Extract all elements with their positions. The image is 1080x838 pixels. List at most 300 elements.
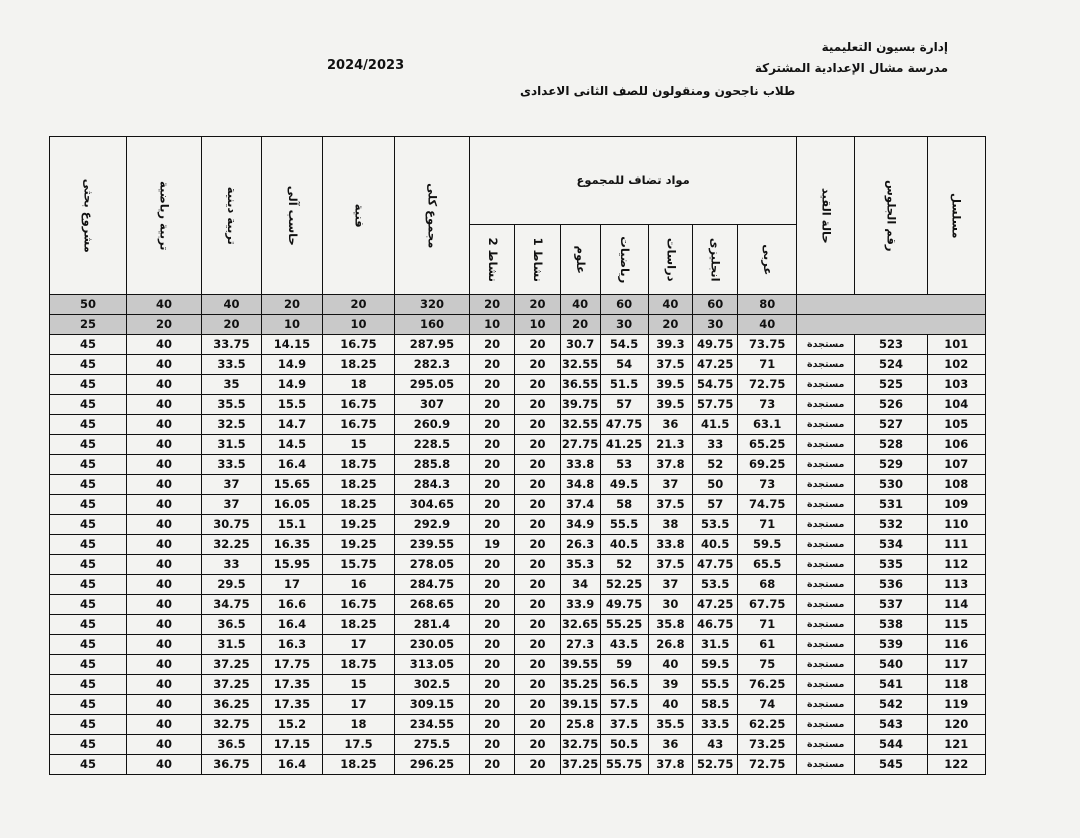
table-cell: 20 [515, 655, 560, 675]
table-cell: 101 [927, 335, 985, 355]
table-cell: 40 [127, 595, 202, 615]
table-cell: 71 [738, 615, 797, 635]
col-sports: تربية رياضية [127, 137, 202, 295]
table-cell: مستجدة [797, 495, 855, 515]
col-serial: مسلسل [927, 137, 985, 295]
table-cell: 537 [855, 595, 928, 615]
table-cell: 40 [127, 675, 202, 695]
table-cell: 120 [927, 715, 985, 735]
table-cell: 20 [470, 755, 515, 775]
score-cell: 40 [648, 295, 693, 315]
table-cell: 40 [127, 535, 202, 555]
table-cell: مستجدة [797, 535, 855, 555]
score-cell: 40 [738, 315, 797, 335]
table-cell: 45 [50, 615, 127, 635]
table-row [50, 395, 986, 415]
score-cell: 30 [693, 315, 738, 335]
table-cell: مستجدة [797, 655, 855, 675]
table-cell: 122 [927, 755, 985, 775]
col-project: مشروع بحثى [50, 137, 127, 295]
table-cell: مستجدة [797, 375, 855, 395]
score-cell: 40 [127, 295, 202, 315]
max-score-row [50, 295, 986, 315]
table-cell: 33.8 [560, 455, 600, 475]
table-cell: 30.7 [560, 335, 600, 355]
table-cell: 20 [470, 435, 515, 455]
col-english: انجليزى [693, 225, 738, 295]
table-cell: 40 [127, 475, 202, 495]
score-cell: 20 [202, 315, 262, 335]
col-science: علوم [560, 225, 600, 295]
table-cell: 37.8 [648, 755, 693, 775]
table-cell: 59.5 [693, 655, 738, 675]
table-cell: 14.5 [262, 435, 323, 455]
table-cell: 72.75 [738, 375, 797, 395]
table-cell: 49.75 [693, 335, 738, 355]
table-cell: 19.25 [323, 515, 395, 535]
table-cell: 37 [648, 475, 693, 495]
table-cell: 18.25 [323, 615, 395, 635]
table-cell: 71 [738, 355, 797, 375]
table-cell: 39 [648, 675, 693, 695]
col-total: مجموع كلى [395, 137, 470, 295]
table-row [50, 695, 986, 715]
table-cell: 17.5 [323, 735, 395, 755]
table-cell: 57 [693, 495, 738, 515]
table-cell: 30 [648, 595, 693, 615]
table-cell: 37 [202, 495, 262, 515]
table-row [50, 475, 986, 495]
table-cell: 20 [515, 395, 560, 415]
table-cell: 47.25 [693, 595, 738, 615]
table-cell: 292.9 [395, 515, 470, 535]
table-cell: 20 [470, 595, 515, 615]
table-cell: 295.05 [395, 375, 470, 395]
col-arabic: عربى [738, 225, 797, 295]
table-cell: 35.8 [648, 615, 693, 635]
table-cell: 20 [470, 675, 515, 695]
table-cell: 20 [470, 555, 515, 575]
table-cell: 20 [515, 615, 560, 635]
table-cell: 18.25 [323, 355, 395, 375]
table-cell: 20 [515, 635, 560, 655]
table-row [50, 335, 986, 355]
table-cell: 536 [855, 575, 928, 595]
table-cell: 40 [127, 575, 202, 595]
score-cell: 160 [395, 315, 470, 335]
table-cell: 15.75 [323, 555, 395, 575]
table-cell: مستجدة [797, 455, 855, 475]
table-cell: 76.25 [738, 675, 797, 695]
grades-body [50, 295, 986, 775]
table-cell: 75 [738, 655, 797, 675]
table-cell: 15.65 [262, 475, 323, 495]
table-cell: 40 [648, 655, 693, 675]
table-cell: 52 [600, 555, 648, 575]
table-cell: 31.5 [202, 635, 262, 655]
table-cell: 20 [515, 695, 560, 715]
table-cell: 37.4 [560, 495, 600, 515]
table-cell: 34.75 [202, 595, 262, 615]
table-cell: 49.75 [600, 595, 648, 615]
table-cell: 34.9 [560, 515, 600, 535]
table-cell: 36.25 [202, 695, 262, 715]
col-seat-no: رقم الجلوس [855, 137, 928, 295]
table-cell: 56.5 [600, 675, 648, 695]
table-cell: 67.75 [738, 595, 797, 615]
table-cell: 275.5 [395, 735, 470, 755]
score-cell: 20 [648, 315, 693, 335]
table-cell: 40 [127, 735, 202, 755]
table-cell: 111 [927, 535, 985, 555]
score-cell: 10 [323, 315, 395, 335]
table-cell: 20 [515, 575, 560, 595]
table-cell: 33.9 [560, 595, 600, 615]
table-cell: 15.5 [262, 395, 323, 415]
table-cell: 39.3 [648, 335, 693, 355]
table-cell: 118 [927, 675, 985, 695]
table-cell: 37.5 [648, 555, 693, 575]
table-cell: 45 [50, 675, 127, 695]
table-cell: 17 [262, 575, 323, 595]
table-cell: 20 [470, 415, 515, 435]
table-cell: 46.75 [693, 615, 738, 635]
score-cell: 20 [560, 315, 600, 335]
table-cell: 20 [470, 695, 515, 715]
table-cell: 17 [323, 695, 395, 715]
table-cell: 309.15 [395, 695, 470, 715]
table-cell: 73 [738, 475, 797, 495]
table-cell: 45 [50, 455, 127, 475]
table-cell: 20 [470, 335, 515, 355]
table-cell: 14.9 [262, 355, 323, 375]
table-cell: مستجدة [797, 555, 855, 575]
table-cell: 53.5 [693, 515, 738, 535]
table-cell: 296.25 [395, 755, 470, 775]
table-cell: 20 [515, 755, 560, 775]
table-cell: 74 [738, 695, 797, 715]
table-cell: 103 [927, 375, 985, 395]
table-cell: مستجدة [797, 575, 855, 595]
table-cell: مستجدة [797, 755, 855, 775]
table-cell: 20 [470, 355, 515, 375]
score-cell: 30 [600, 315, 648, 335]
table-cell: 304.65 [395, 495, 470, 515]
table-cell: 65.25 [738, 435, 797, 455]
table-cell: 29.5 [202, 575, 262, 595]
table-row [50, 715, 986, 735]
table-cell: 45 [50, 715, 127, 735]
header-row-top [50, 137, 986, 225]
table-cell: 268.65 [395, 595, 470, 615]
table-cell: 32.75 [202, 715, 262, 735]
table-cell: 18.25 [323, 495, 395, 515]
table-cell: 18.25 [323, 755, 395, 775]
table-cell: 20 [515, 715, 560, 735]
table-cell: 74.75 [738, 495, 797, 515]
table-row [50, 755, 986, 775]
admin-name: إدارة بسيون التعليمية [821, 40, 948, 54]
table-cell: 41.25 [600, 435, 648, 455]
table-cell: 16 [323, 575, 395, 595]
table-cell: 47.75 [600, 415, 648, 435]
table-row [50, 515, 986, 535]
score-cell: 40 [560, 295, 600, 315]
table-cell: 35.25 [560, 675, 600, 695]
grades-table-wrapper [49, 136, 986, 775]
score-cell: 20 [515, 295, 560, 315]
table-cell: 17.35 [262, 695, 323, 715]
table-cell: 545 [855, 755, 928, 775]
table-cell: 543 [855, 715, 928, 735]
table-cell: 20 [470, 715, 515, 735]
table-cell: 20 [515, 375, 560, 395]
table-cell: 109 [927, 495, 985, 515]
score-cell: 40 [202, 295, 262, 315]
table-cell: 16.75 [323, 415, 395, 435]
score-cell: 10 [515, 315, 560, 335]
table-cell: 20 [470, 375, 515, 395]
table-cell: 16.4 [262, 755, 323, 775]
table-cell: 49.5 [600, 475, 648, 495]
table-cell: 15 [323, 675, 395, 695]
table-row [50, 655, 986, 675]
table-cell: 34 [560, 575, 600, 595]
table-cell: 45 [50, 495, 127, 515]
table-cell: 234.55 [395, 715, 470, 735]
table-cell: 33.5 [693, 715, 738, 735]
table-cell: 52.75 [693, 755, 738, 775]
score-cell: 20 [127, 315, 202, 335]
table-cell: 32.65 [560, 615, 600, 635]
table-cell: 62.25 [738, 715, 797, 735]
table-cell: 117 [927, 655, 985, 675]
table-cell: 14.15 [262, 335, 323, 355]
table-cell: 27.3 [560, 635, 600, 655]
table-cell: 20 [470, 575, 515, 595]
table-cell: 16.3 [262, 635, 323, 655]
table-cell: 33 [693, 435, 738, 455]
table-cell: 45 [50, 535, 127, 555]
table-cell: 15 [323, 435, 395, 455]
table-row [50, 355, 986, 375]
table-cell: 281.4 [395, 615, 470, 635]
table-cell: 73.75 [738, 335, 797, 355]
table-cell: 40 [127, 755, 202, 775]
table-row [50, 555, 986, 575]
table-cell: مستجدة [797, 595, 855, 615]
table-cell: 54 [600, 355, 648, 375]
table-cell: 51.5 [600, 375, 648, 395]
table-cell: 102 [927, 355, 985, 375]
table-cell: مستجدة [797, 715, 855, 735]
table-row [50, 735, 986, 755]
col-activity2: نشاط 2 [470, 225, 515, 295]
table-cell: 30.75 [202, 515, 262, 535]
table-cell: 47.25 [693, 355, 738, 375]
school-name: مدرسة مشال الإعدادية المشتركة [754, 61, 948, 75]
table-cell: 35.5 [648, 715, 693, 735]
table-cell: 57.75 [693, 395, 738, 415]
score-cell: 80 [738, 295, 797, 315]
table-cell: 45 [50, 635, 127, 655]
table-cell: 45 [50, 395, 127, 415]
grades-table [49, 136, 986, 775]
table-cell: 15.95 [262, 555, 323, 575]
table-cell: 544 [855, 735, 928, 755]
score-cell: 60 [693, 295, 738, 315]
table-cell: 45 [50, 735, 127, 755]
table-cell: 40 [648, 695, 693, 715]
table-cell: 40 [127, 335, 202, 355]
table-cell: 284.3 [395, 475, 470, 495]
table-cell: 20 [470, 475, 515, 495]
table-cell: 32.55 [560, 355, 600, 375]
table-cell: 20 [515, 515, 560, 535]
table-cell: 18 [323, 375, 395, 395]
col-status: حالة القيد [797, 137, 855, 295]
score-cell: 20 [262, 295, 323, 315]
table-cell: 534 [855, 535, 928, 555]
table-cell: 40 [127, 375, 202, 395]
academic-year: 2024/2023 [327, 58, 405, 73]
table-cell: 45 [50, 335, 127, 355]
table-row [50, 375, 986, 395]
table-cell: 43.5 [600, 635, 648, 655]
table-cell: 53 [600, 455, 648, 475]
table-cell: 20 [515, 435, 560, 455]
table-cell: 71 [738, 515, 797, 535]
table-cell: 45 [50, 655, 127, 675]
table-cell: 43 [693, 735, 738, 755]
table-cell: 63.1 [738, 415, 797, 435]
table-cell: مستجدة [797, 635, 855, 655]
table-cell: 52 [693, 455, 738, 475]
table-cell: 32.25 [202, 535, 262, 555]
table-cell: 58 [600, 495, 648, 515]
table-cell: 20 [515, 455, 560, 475]
table-cell: 16.75 [323, 595, 395, 615]
table-cell: 57 [600, 395, 648, 415]
table-cell: 20 [470, 615, 515, 635]
blank-cell [797, 315, 986, 335]
table-cell: 20 [515, 735, 560, 755]
document-title: طلاب ناجحون ومنقولون للصف الثانى الاعدادى [520, 84, 796, 98]
table-cell: 15.1 [262, 515, 323, 535]
table-cell: 45 [50, 595, 127, 615]
table-cell: 541 [855, 675, 928, 695]
table-cell: 17.35 [262, 675, 323, 695]
table-cell: 37.5 [648, 495, 693, 515]
table-cell: 25.8 [560, 715, 600, 735]
table-cell: 45 [50, 695, 127, 715]
score-cell: 50 [50, 295, 127, 315]
table-cell: 282.3 [395, 355, 470, 375]
table-cell: 65.5 [738, 555, 797, 575]
table-cell: 33.75 [202, 335, 262, 355]
score-cell: 320 [395, 295, 470, 315]
table-cell: 45 [50, 475, 127, 495]
table-cell: 20 [470, 655, 515, 675]
table-cell: مستجدة [797, 615, 855, 635]
table-cell: 16.75 [323, 335, 395, 355]
col-religion: تربية دينية [202, 137, 262, 295]
table-cell: 40 [127, 515, 202, 535]
table-cell: 40 [127, 635, 202, 655]
table-cell: 45 [50, 415, 127, 435]
table-cell: 47.75 [693, 555, 738, 575]
table-cell: 73.25 [738, 735, 797, 755]
table-cell: 16.35 [262, 535, 323, 555]
table-cell: 37 [648, 575, 693, 595]
table-cell: 14.9 [262, 375, 323, 395]
table-cell: 54.5 [600, 335, 648, 355]
table-cell: 40 [127, 555, 202, 575]
table-row [50, 595, 986, 615]
table-cell: 32.5 [202, 415, 262, 435]
score-cell: 20 [323, 295, 395, 315]
table-cell: 37.5 [600, 715, 648, 735]
table-row [50, 635, 986, 655]
table-cell: 57.5 [600, 695, 648, 715]
table-cell: 307 [395, 395, 470, 415]
table-cell: 45 [50, 555, 127, 575]
table-cell: 527 [855, 415, 928, 435]
table-cell: 21.3 [648, 435, 693, 455]
table-cell: 260.9 [395, 415, 470, 435]
table-cell: 45 [50, 755, 127, 775]
table-cell: 55.5 [693, 675, 738, 695]
table-cell: 106 [927, 435, 985, 455]
col-math: رياضيات [600, 225, 648, 295]
table-cell: 55.25 [600, 615, 648, 635]
table-cell: 535 [855, 555, 928, 575]
table-cell: 18.75 [323, 655, 395, 675]
table-cell: 523 [855, 335, 928, 355]
table-cell: 27.75 [560, 435, 600, 455]
table-cell: 40 [127, 715, 202, 735]
table-cell: مستجدة [797, 675, 855, 695]
table-cell: 119 [927, 695, 985, 715]
table-cell: 40 [127, 615, 202, 635]
table-cell: 40 [127, 395, 202, 415]
table-cell: 524 [855, 355, 928, 375]
table-cell: 530 [855, 475, 928, 495]
table-row [50, 435, 986, 455]
table-cell: 38 [648, 515, 693, 535]
table-row [50, 535, 986, 555]
table-cell: 53.5 [693, 575, 738, 595]
table-cell: 33.5 [202, 355, 262, 375]
table-cell: 61 [738, 635, 797, 655]
table-cell: 228.5 [395, 435, 470, 455]
table-cell: 39.55 [560, 655, 600, 675]
table-cell: 15.2 [262, 715, 323, 735]
table-cell: 113 [927, 575, 985, 595]
table-cell: 20 [515, 495, 560, 515]
table-cell: مستجدة [797, 435, 855, 455]
table-cell: 20 [515, 335, 560, 355]
table-cell: 18 [323, 715, 395, 735]
table-cell: 20 [470, 455, 515, 475]
table-cell: 36.75 [202, 755, 262, 775]
score-cell: 10 [470, 315, 515, 335]
table-cell: 40 [127, 695, 202, 715]
table-row [50, 495, 986, 515]
table-cell: 525 [855, 375, 928, 395]
table-cell: 33.8 [648, 535, 693, 555]
table-cell: 33 [202, 555, 262, 575]
